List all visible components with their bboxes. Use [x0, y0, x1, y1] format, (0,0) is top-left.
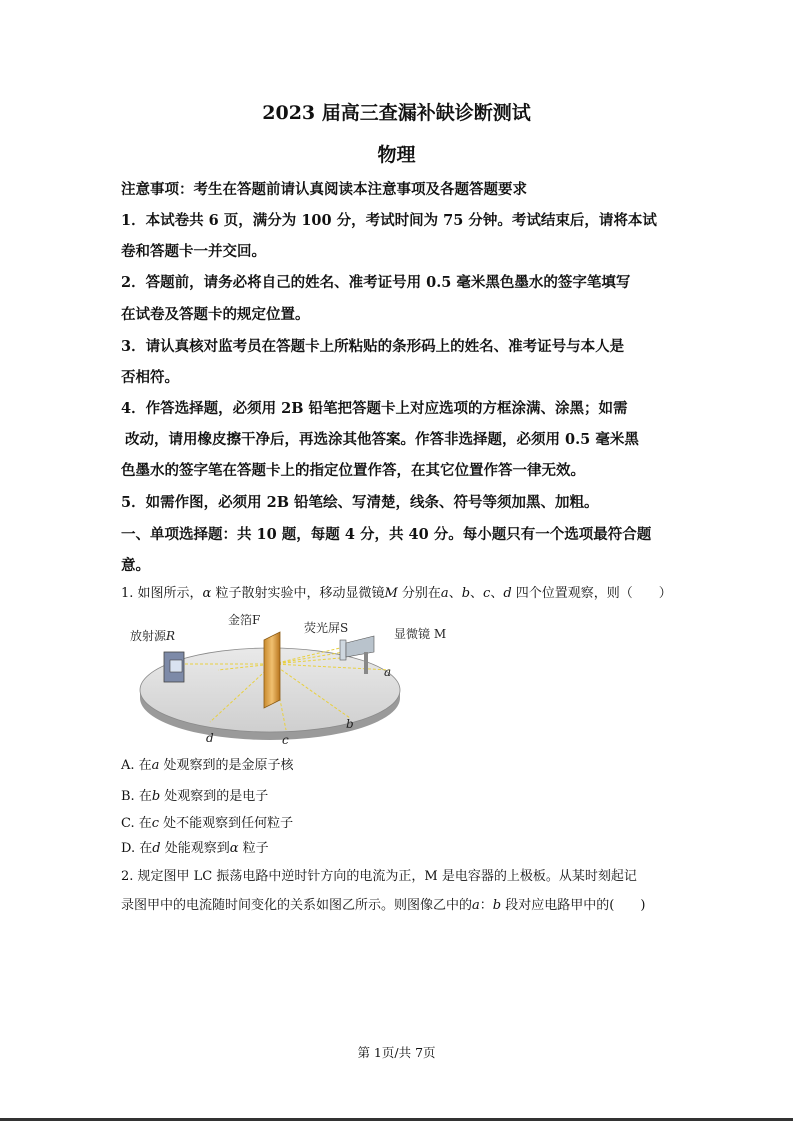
- notice-line: 4．作答选择题，必须用 2B 铅笔把答题卡上对应选项的方框涂满、涂黑；如需: [121, 400, 628, 417]
- notice-line: 否相符。: [121, 369, 179, 386]
- separator: ：: [479, 898, 493, 913]
- position-b-label: b: [346, 717, 354, 731]
- stem-text: 段对应电路甲中的( ): [501, 898, 646, 913]
- option-text: B. 在: [121, 789, 152, 804]
- option-c: [121, 815, 293, 833]
- option-a: [121, 757, 294, 775]
- option-text: C. 在: [121, 816, 152, 831]
- stem-text: 分别在: [397, 586, 441, 601]
- rutherford-scattering-figure: [118, 600, 447, 750]
- notice-line: 1．本试卷共 6 页，满分为 100 分，考试时间为 75 分钟。考试结束后，请将本试: [121, 212, 657, 229]
- section-heading: 一、单项选择题：共 10 题，每题 4 分，共 40 分。每小题只有一个选项最符合题: [121, 526, 652, 543]
- notice-heading: 注意事项：考生在答题前请认真阅读本注意事项及各题答题要求: [121, 181, 527, 198]
- option-text: 处能观察到: [160, 841, 230, 856]
- var-M: M: [384, 586, 398, 601]
- question-2-line-2: [121, 897, 645, 915]
- notice-line: 卷和答题卡一并交回。: [121, 243, 266, 260]
- notice-line: 色墨水的签字笔在答题卡上的指定位置作答，在其它位置作答一律无效。: [121, 462, 585, 479]
- position-d-label: d: [206, 731, 214, 745]
- position-c-label: c: [282, 733, 289, 747]
- alpha-symbol: α: [202, 586, 212, 601]
- var-a: a: [440, 586, 449, 601]
- option-b: [121, 788, 268, 806]
- question-2-line-1: 2. 规定图甲 LC 振荡电路中逆时针方向的电流为正，M 是电容器的上极板。从某时刻起记: [121, 869, 637, 884]
- stem-text: 四个位置观察，则（ ）: [511, 586, 672, 601]
- stem-text: 1. 如图所示，: [121, 586, 203, 601]
- fluorescent-screen: [340, 640, 346, 660]
- notice-line: 3．请认真核对监考员在答题卡上所粘贴的条形码上的姓名、准考证号与本人是: [121, 338, 625, 355]
- separator: 、: [448, 586, 462, 601]
- page-number: 第 1页/共 7页: [357, 1045, 436, 1060]
- notice-line: 5．如需作图，必须用 2B 铅笔绘、写清楚，线条、符号等须加黑、加粗。: [121, 494, 599, 511]
- notice-line: 改动，请用橡皮擦干净后，再选涂其他答案。作答非选择题，必须用 0.5 毫米黑: [125, 431, 639, 448]
- microscope-stand: [364, 652, 368, 674]
- var-c: c: [483, 586, 491, 601]
- screen-label: 荧光屏S: [304, 621, 349, 635]
- separator: 、: [470, 586, 484, 601]
- option-text: 粒子: [238, 841, 269, 856]
- subject-title: 物理: [377, 144, 416, 166]
- bottom-rule: [0, 1118, 793, 1121]
- option-d: [121, 840, 269, 858]
- separator: 、: [490, 586, 504, 601]
- section-heading-cont: 意。: [121, 557, 150, 574]
- stem-text: 录图甲中的电流随时间变化的关系如图乙所示。则图像乙中的: [121, 898, 473, 913]
- option-var: d: [152, 841, 161, 856]
- gold-foil: [264, 632, 280, 708]
- option-var: b: [151, 789, 161, 804]
- var-d: d: [503, 586, 512, 601]
- option-text: 处不能观察到任何粒子: [159, 816, 294, 831]
- source-window: [170, 660, 182, 672]
- exam-title: 2023 届高三查漏补缺诊断测试: [262, 102, 531, 124]
- var-b: b: [492, 898, 502, 913]
- stem-text: 粒子散射实验中，移动显微镜: [211, 586, 385, 601]
- notice-line: 在试卷及答题卡的规定位置。: [121, 306, 310, 323]
- notice-line: 2．答题前，请务必将自己的姓名、准考证号用 0.5 毫米黑色墨水的签字笔填写: [121, 274, 631, 291]
- position-a-label: a: [384, 665, 392, 679]
- var-a: a: [472, 898, 480, 913]
- foil-label: 金箔F: [228, 613, 261, 627]
- source-label: 放射源R: [130, 629, 176, 643]
- microscope-label: 显微镜 M: [394, 627, 447, 641]
- option-text: 处观察到的是金原子核: [159, 758, 294, 773]
- option-text: D. 在: [121, 841, 153, 856]
- option-var: c: [151, 816, 160, 831]
- option-text: A. 在: [121, 758, 152, 773]
- option-var: a: [151, 758, 160, 773]
- option-text: 处观察到的是电子: [160, 789, 269, 804]
- alpha-symbol: α: [229, 841, 239, 856]
- microscope-body: [346, 636, 374, 657]
- var-b: b: [461, 586, 471, 601]
